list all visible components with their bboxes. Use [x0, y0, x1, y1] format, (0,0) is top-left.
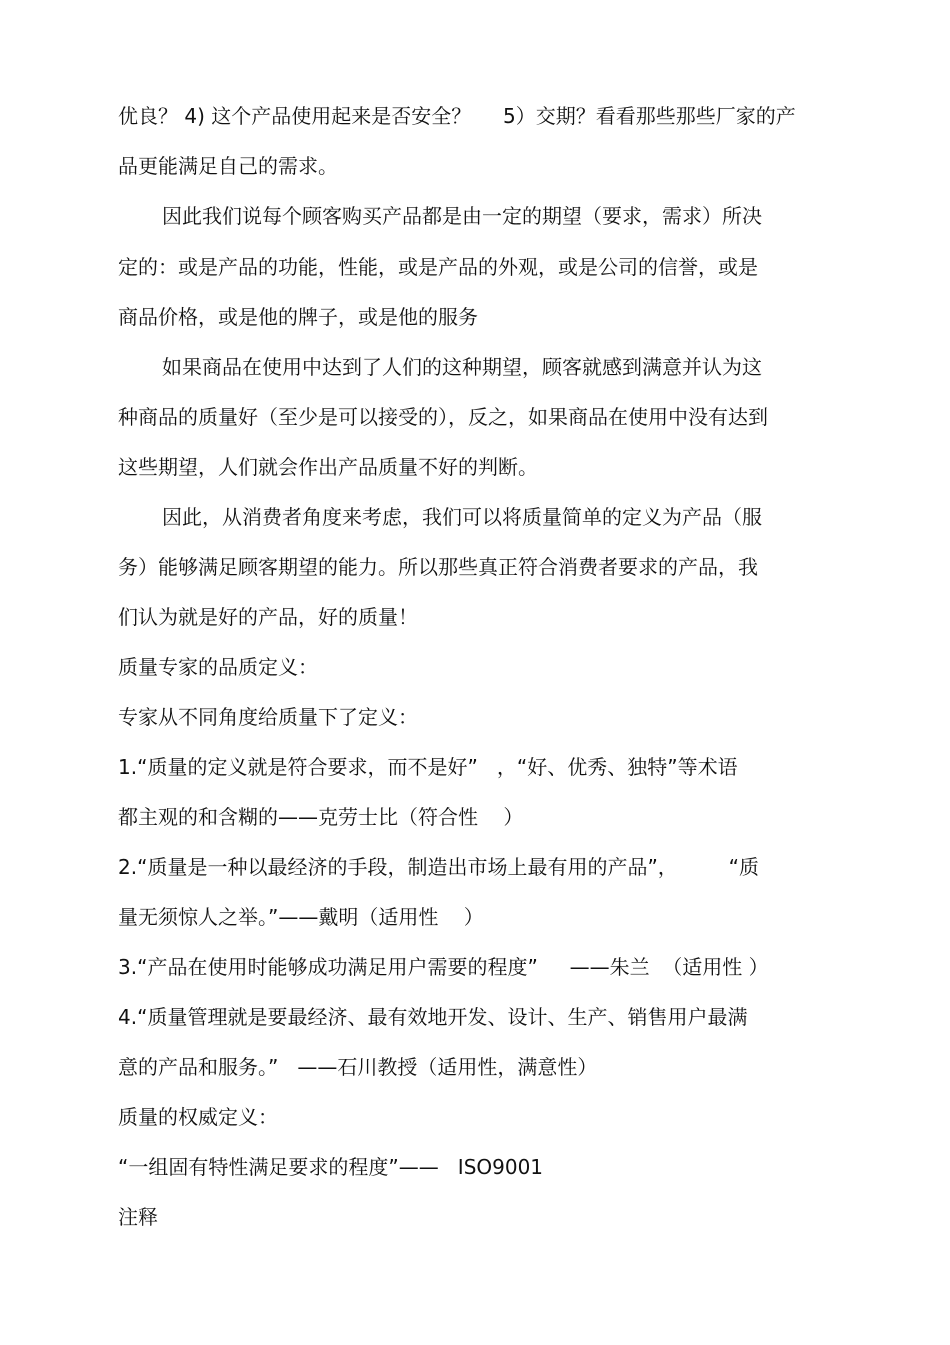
text-line: 意的产品和服务。” ——石川教授（适用性，满意性）	[118, 1055, 598, 1079]
text-line: 品更能满足自己的需求。	[118, 154, 338, 178]
text-line: 量无须惊人之举。”——戴明（适用性 ）	[118, 905, 484, 929]
text-line: 务）能够满足顾客期望的能力。所以那些真正符合消费者要求的产品，我	[118, 555, 758, 579]
list-item: 4.“质量管理就是要最经济、最有效地开发、设计、生产、销售用户最满	[118, 1005, 748, 1029]
list-item: 1.“质量的定义就是符合要求，而不是好” ，“好、优秀、独特”等术语	[118, 755, 738, 779]
list-item: 3.“产品在使用时能够成功满足用户需要的程度” ——朱兰 （适用性 ）	[118, 955, 769, 979]
quote-line: “一组固有特性满足要求的程度”—— ISO9001	[118, 1155, 544, 1179]
section-heading: 质量的权威定义：	[118, 1105, 278, 1129]
text-line: 优良？ 4) 这个产品使用起来是否安全？ 5）交期？看看那些那些厂家的产	[118, 104, 796, 128]
text-line: 都主观的和含糊的——克劳士比（符合性 ）	[118, 805, 524, 829]
paragraph-start: 因此，从消费者角度来考虑，我们可以将质量简单的定义为产品（服	[162, 505, 762, 529]
text-line: 这些期望，人们就会作出产品质量不好的判断。	[118, 455, 538, 479]
section-heading: 注释	[118, 1205, 158, 1229]
text-line: 商品价格，或是他的牌子，或是他的服务	[118, 305, 478, 329]
text-line: 定的：或是产品的功能，性能，或是产品的外观，或是公司的信誉，或是	[118, 255, 758, 279]
text-line: 专家从不同角度给质量下了定义：	[118, 705, 418, 729]
paragraph-start: 如果商品在使用中达到了人们的这种期望，顾客就感到满意并认为这	[162, 355, 762, 379]
list-item: 2.“质量是一种以最经济的手段，制造出市场上最有用的产品”， “质	[118, 855, 760, 879]
text-line: 们认为就是好的产品，好的质量！	[118, 605, 418, 629]
paragraph-start: 因此我们说每个顾客购买产品都是由一定的期望（要求，需求）所决	[162, 204, 762, 228]
text-line: 种商品的质量好（至少是可以接受的），反之，如果商品在使用中没有达到	[118, 405, 768, 429]
section-heading: 质量专家的品质定义：	[118, 655, 318, 679]
